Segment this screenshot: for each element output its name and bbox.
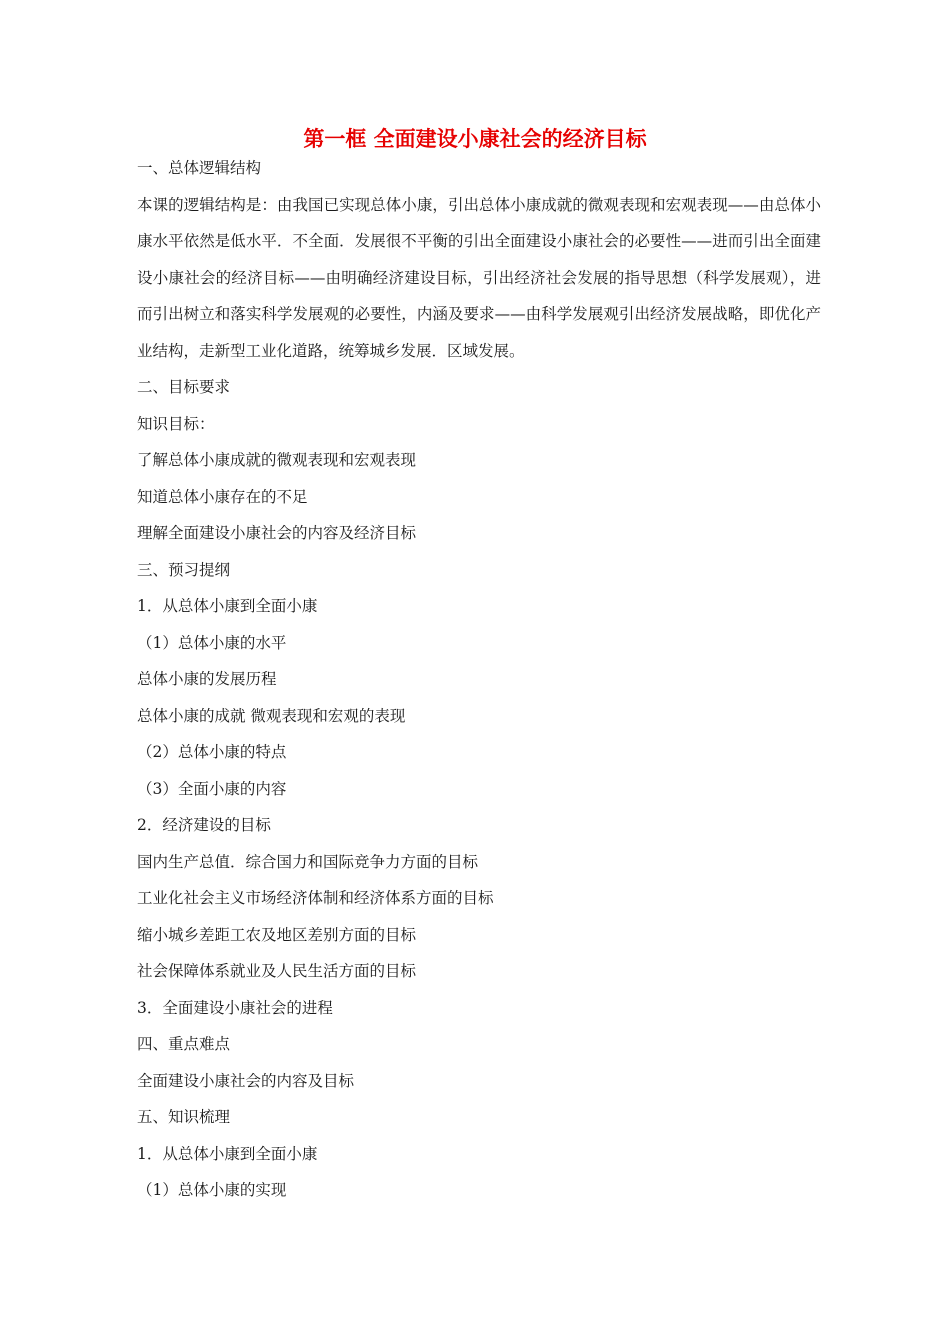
document-body xyxy=(137,150,821,1209)
text-line: （1）总体小康的水平 xyxy=(137,633,287,652)
text-line: 工业化社会主义市场经济体制和经济体系方面的目标 xyxy=(137,889,494,907)
text-line: 理解全面建设小康社会的内容及经济目标 xyxy=(137,524,417,542)
text-line: 知道总体小康存在的不足 xyxy=(137,487,308,506)
text-line: 1．从总体小康到全面小康 xyxy=(137,1144,318,1163)
text-line: （1）总体小康的实现 xyxy=(137,1181,287,1199)
text-line: 知识目标： xyxy=(137,414,215,433)
text-line: （2）总体小康的特点 xyxy=(137,743,287,761)
section-heading-goals: 二、目标要求 xyxy=(137,378,231,396)
text-line: 总体小康的成就 微观表现和宏观的表现 xyxy=(137,706,406,725)
text-line: 1．从总体小康到全面小康 xyxy=(137,597,318,615)
section-heading-key-points: 四、重点难点 xyxy=(137,1035,231,1053)
text-line: 全面建设小康社会的内容及目标 xyxy=(137,1071,355,1090)
section-heading-logic: 一、总体逻辑结构 xyxy=(137,159,262,177)
text-line: 国内生产总值．综合国力和国际竞争力方面的目标 xyxy=(137,852,479,871)
text-line: 2．经济建设的目标 xyxy=(137,816,271,834)
logic-paragraph: 本课的逻辑结构是：由我国已实现总体小康，引出总体小康成就的微观表现和宏观表现——由总体小康水平依然是低水平．不全面．发展很不平衡的引出全面建设小康社会的必要性——进而引出全面建设小康社会的经济目标——由明确经济建设目标，引出经济社会发展的指导思想（科学发展观），进而引出树立和落实科学发展观的必要性，内涵及要求——由科学发展观引出经济发展战略，即优化产业结构，走新型工业化道路，统筹城乡发展．区域发展。 xyxy=(137,195,821,360)
section-heading-knowledge: 五、知识梳理 xyxy=(137,1108,231,1126)
text-line: 3．全面建设小康社会的进程 xyxy=(137,998,333,1017)
document-title: 第一框 全面建设小康社会的经济目标 xyxy=(303,127,647,151)
section-heading-outline: 三、预习提纲 xyxy=(137,560,231,579)
text-line: 总体小康的发展历程 xyxy=(137,670,277,688)
text-line: 了解总体小康成就的微观表现和宏观表现 xyxy=(137,451,417,469)
text-line: （3）全面小康的内容 xyxy=(137,779,287,798)
text-line: 社会保障体系就业及人民生活方面的目标 xyxy=(137,962,417,980)
text-line: 缩小城乡差距工农及地区差别方面的目标 xyxy=(137,925,417,944)
